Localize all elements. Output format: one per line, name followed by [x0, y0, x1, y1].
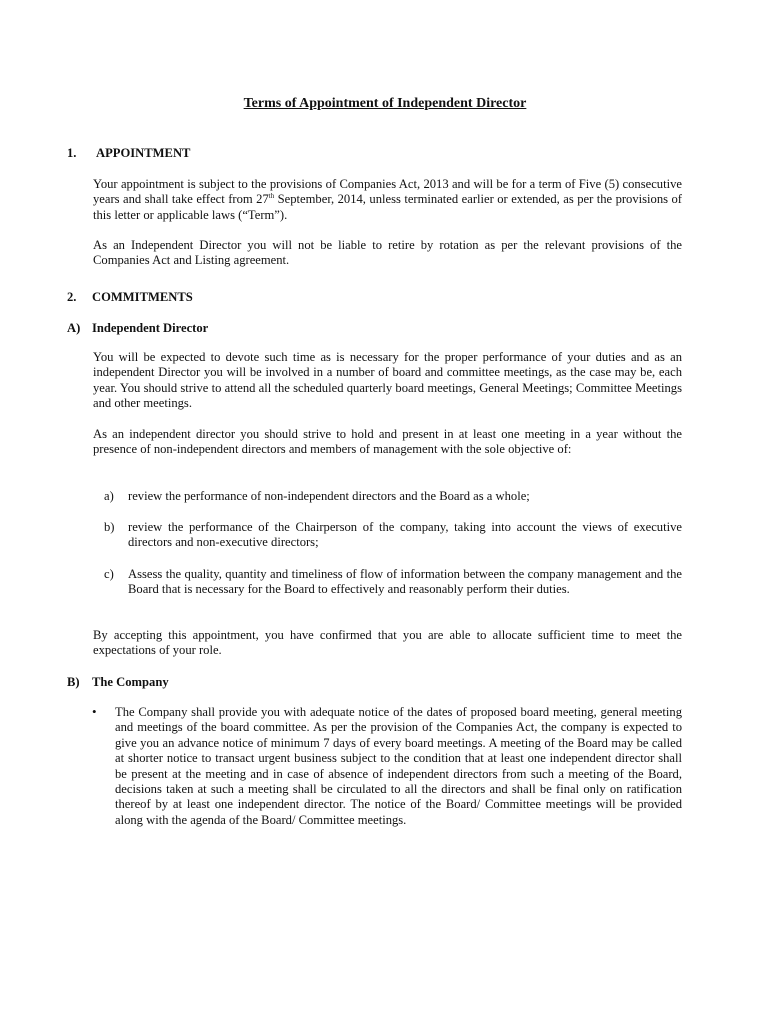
list-item-a-text: review the performance of non-independent directors and the Board as a whole; — [128, 489, 530, 503]
subsection-a-label: A) — [67, 321, 81, 335]
subsection-a-heading: Independent Director — [92, 321, 209, 335]
subsection-b-label: B) — [67, 675, 80, 689]
section-1-number: 1. — [67, 146, 77, 160]
list-item-a-label: a) — [104, 489, 114, 503]
list-item-c-text: Assess the quality, quantity and timeliness of flow of information between the company management and the Board that is necessary for the Board to effectively and reasonably perform their duties. — [128, 567, 682, 597]
list-item-b-label: b) — [104, 520, 115, 534]
subsection-a-paragraph-2: As an independent director you should strive to hold and present in at least one meeting in a year without the presence of non-independent directors and members of management with the sole objective of: — [93, 427, 682, 457]
subsection-a-paragraph-3: By accepting this appointment, you have confirmed that you are able to allocate sufficient time to meet the expectations of your role. — [93, 628, 682, 658]
subsection-b-heading: The Company — [92, 675, 169, 689]
section-1-heading: APPOINTMENT — [96, 146, 191, 160]
section-2-heading: COMMITMENTS — [92, 290, 193, 304]
section-1-paragraph-2: As an Independent Director you will not be liable to retire by rotation as per the relevant provisions of the Companies Act and Listing agreement. — [93, 238, 682, 268]
section-1-paragraph-1 — [93, 177, 682, 223]
list-item-c-label: c) — [104, 567, 114, 581]
bullet-marker: • — [92, 704, 97, 719]
subsection-b-bullet-text: The Company shall provide you with adequate notice of the dates of proposed board meeting, general meeting and meetings of the board committee. As per the provision of the Companies Act, the company is expected to give you an advance notice of minimum 7 days of every board meetings. A meeting of the Board may be called at shorter notice to transact urgent business subject to the condition that at least one independent director shall be present at the meeting and in case of absence of independent directors from such a meeting of the Board, decisions taken at such a meeting shall be circulated to all the directors and shall be final only on ratification thereof by at least one independent director. The notice of the Board/ Committee meetings will be provided along with the agenda of the Board/ Committee meetings. — [115, 705, 682, 827]
list-item-b-text: review the performance of the Chairperson of the company, taking into account the views of executive directors and non-executive directors; — [128, 520, 682, 550]
subsection-a-paragraph-1: You will be expected to devote such time as is necessary for the proper performance of your duties and as an independent Director you will be involved in a number of board and committee meetings, as the case may be, each year. You should strive to attend all the scheduled quarterly board meetings, General Meetings; Committee Meetings and other meetings. — [93, 350, 682, 411]
section-1-p1-text: Your appointment is subject to the provisions of Companies Act, 2013 and will be for a term of Five (5) consecutive years and shall take effect from 27 — [93, 177, 682, 207]
section-1-p1-text-end: September, 2014, unless terminated earlier or extended, as per the provisions of this letter or applicable laws (“Term”). — [93, 192, 682, 222]
date-superscript: th — [268, 192, 275, 201]
document-title: Terms of Appointment of Independent Director — [243, 96, 527, 111]
section-2-number: 2. — [67, 290, 77, 304]
